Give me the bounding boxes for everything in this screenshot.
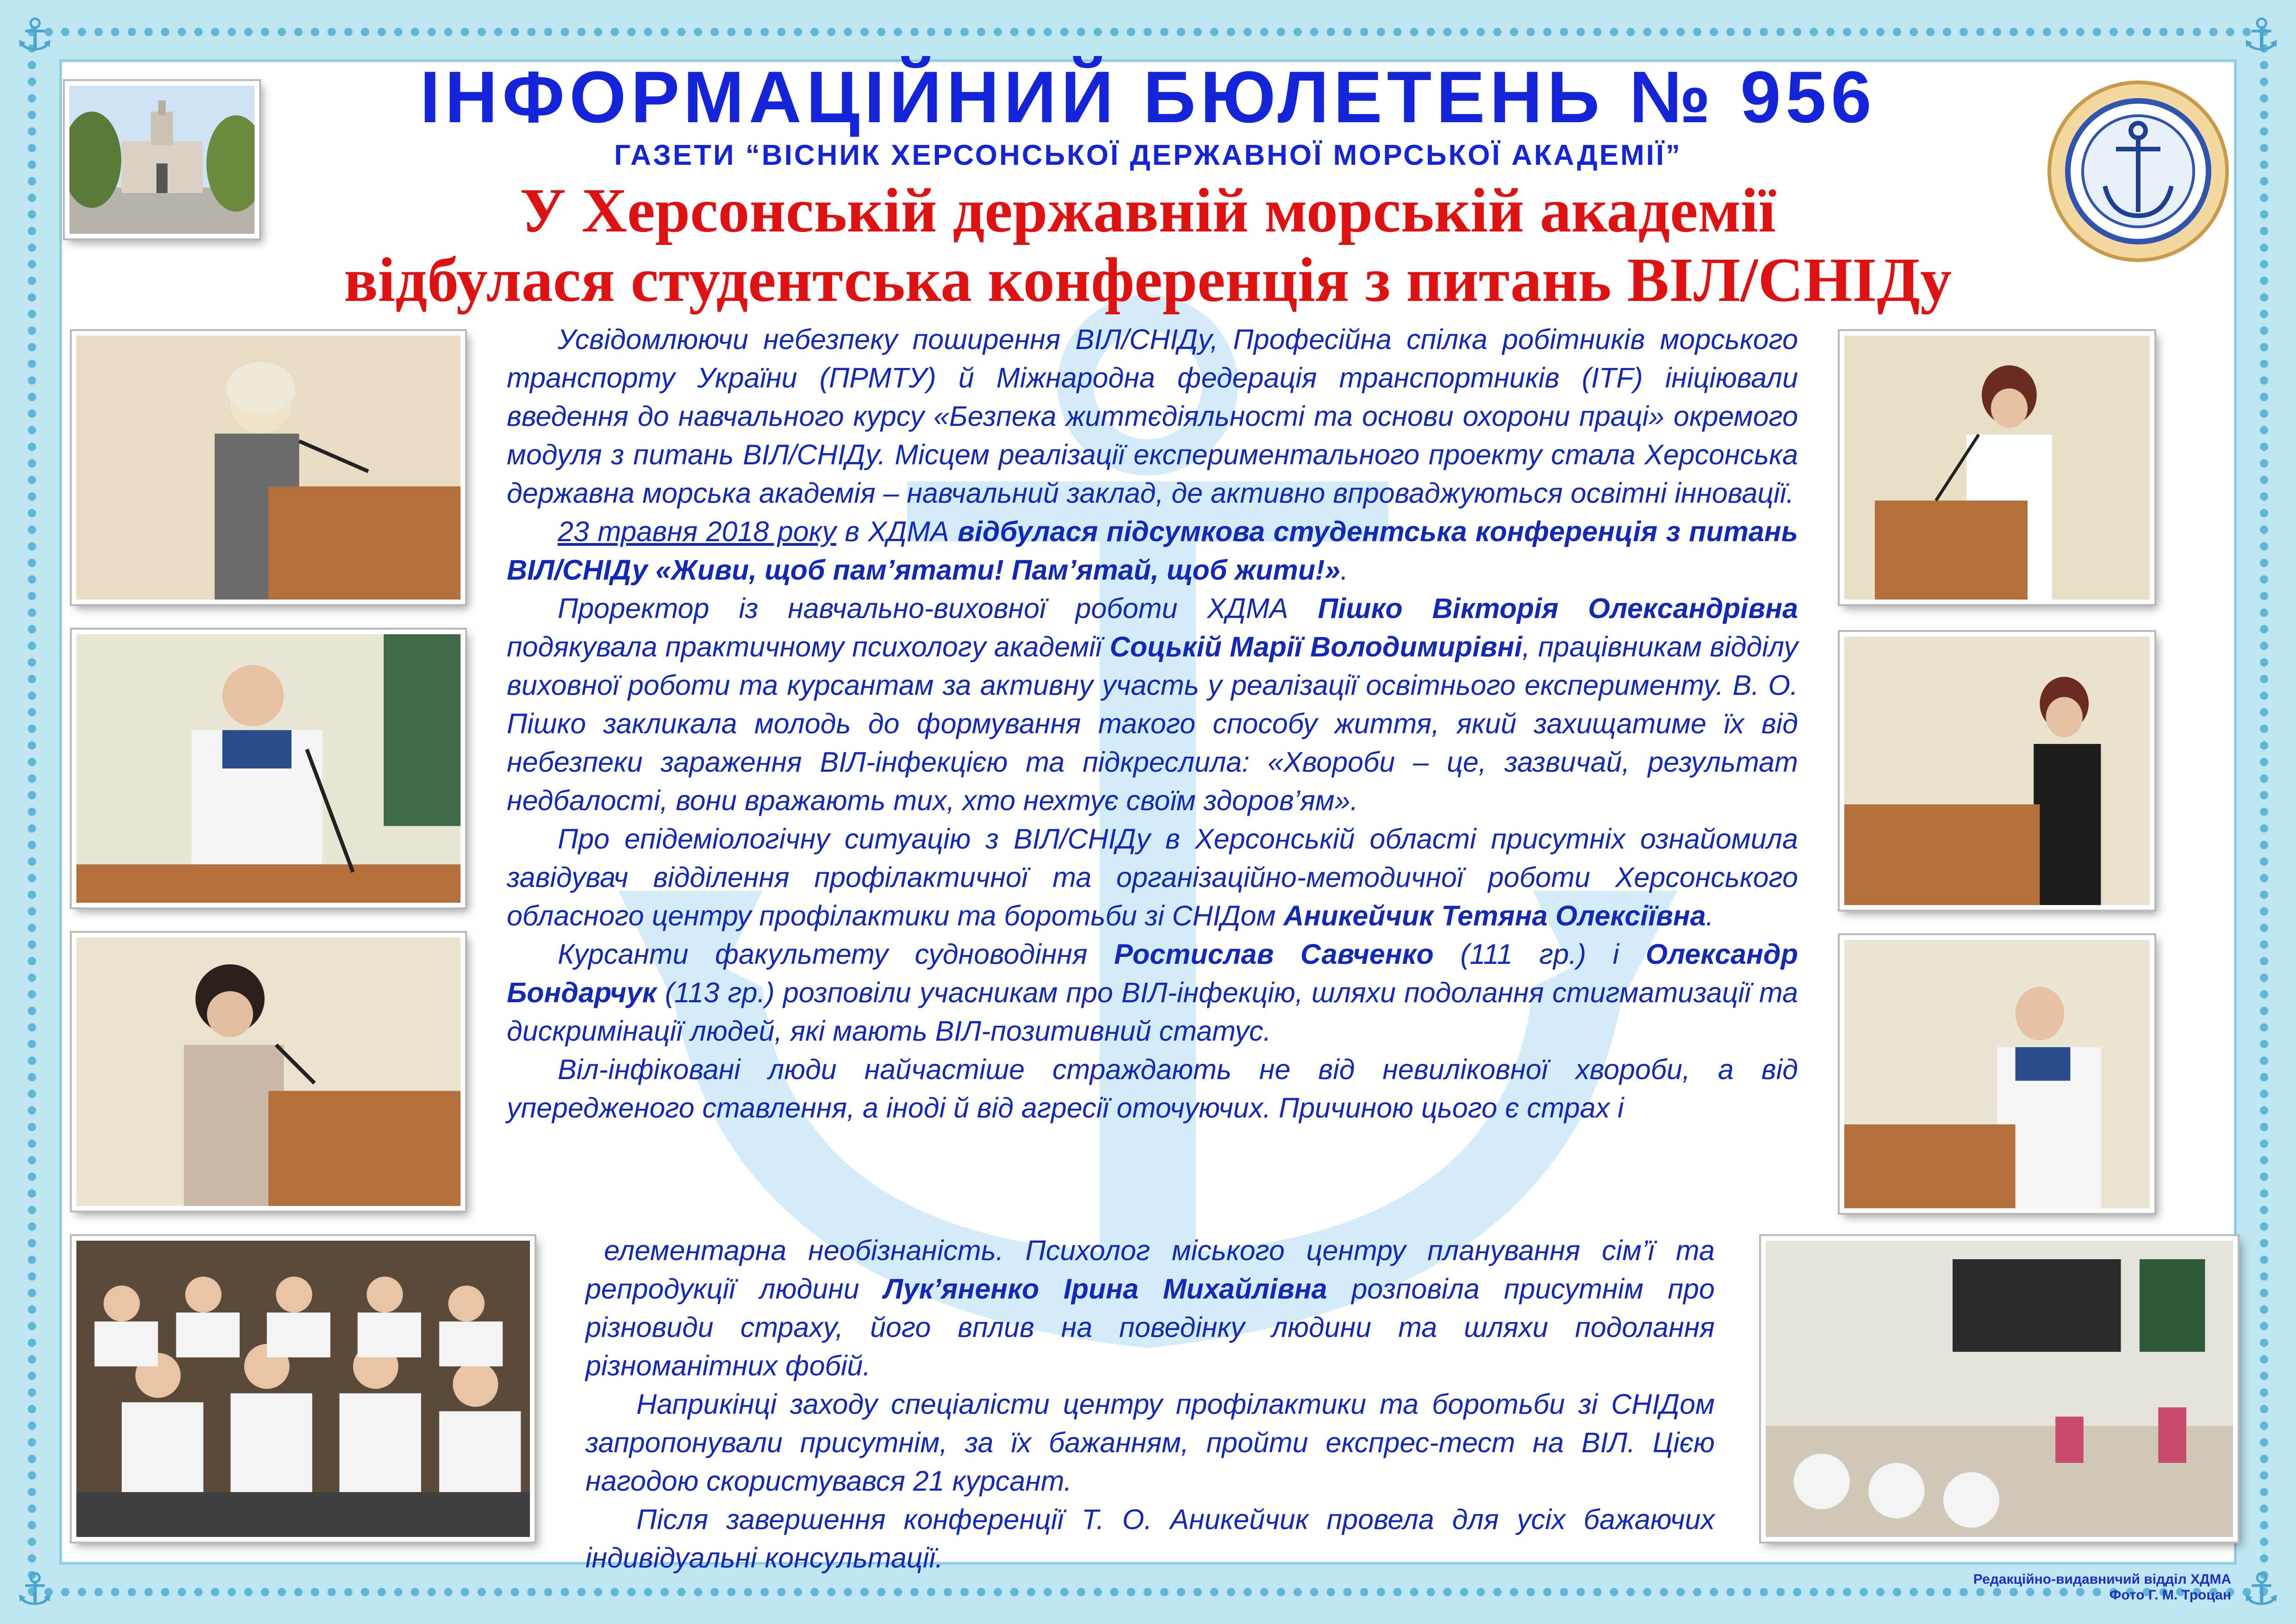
photo-cadet-speaker-1 <box>72 630 465 907</box>
text-fragment: Курсанти факультету судноводіння <box>558 938 1114 970</box>
conference-title: відбулася підсумкова студентська конференція з питань ВІЛ/СНІДу «Живи, щоб пам’ятати! Пам’ятай, щоб жити!» <box>507 516 1798 586</box>
text-fragment: в ХДМА <box>836 516 958 547</box>
event-date: 23 травня 2018 року <box>558 516 836 547</box>
anchor-icon: ⚓ <box>14 1563 55 1615</box>
person-name: Аникейчик Тетяна Олексіївна <box>1283 900 1706 931</box>
photo-cadets-audience <box>72 1236 535 1542</box>
paragraph-psychologist <box>585 1231 1715 1385</box>
photo-conference-hall <box>1761 1236 2238 1542</box>
headline <box>185 176 2110 315</box>
headline-line-1: У Херсонській державній морській академії <box>520 176 1776 245</box>
text-fragment: подякувала практичному психологу академії <box>507 631 1110 662</box>
footer-credit <box>1973 1572 2231 1603</box>
bulletin-title: ІНФОРМАЦІЙНИЙ БЮЛЕТЕНЬ № 956 <box>420 56 1876 138</box>
text-fragment: розповіла присутнім про різновиди страху, його вплив на поведінку людини та шляхи подолання різноманітних фобій. <box>585 1273 1715 1381</box>
person-name: Олександр Бондарчук <box>507 938 1798 1008</box>
anchor-icon: ⚓ <box>14 9 55 61</box>
photo-speaker-woman-2 <box>72 933 465 1211</box>
credit-editorial: Редакційно-видавничий відділ ХДМА <box>1973 1572 2231 1587</box>
anchor-icon: ⚓ <box>2241 9 2282 61</box>
text-fragment: Про епідеміологічну ситуацію з ВІЛ/СНІДу в Херсонській області присутніх ознайомила завідувач відділення профілактичної та організаційно-методичної роботи Херсонського обласного центру профілактики та боротьби зі СНІДом <box>507 823 1798 931</box>
text-fragment: (113 гр.) розповіли учасникам про ВІЛ-інфекцію, шляхи подолання стигматизації та дискримінації людей, які мають ВІЛ-позитивний статус. <box>507 977 1798 1047</box>
paragraph-cadets <box>507 935 1798 1050</box>
paragraph-prorector <box>507 589 1798 820</box>
photo-cadet-speaker-2 <box>1840 935 2154 1213</box>
text-fragment: , працівникам відділу виховної роботи та курсантам за активну участь у реалізації освітнього експерименту. В. О. Пішко закликала молодь до формування такого способу життя, який захищатиме їх від небезпеки зараження ВІЛ-інфекцією та підкреслила: «Хвороби – це, зазвичай, результат недбалості, вони вражають тих, хто нехтує своїм здоров’ям». <box>507 631 1798 816</box>
newspaper-subtitle: ГАЗЕТИ “ВІСНИК ХЕРСОНСЬКОЇ ДЕРЖАВНОЇ МОРСЬКОЇ АКАДЕМІЇ” <box>614 139 1682 171</box>
academy-logo <box>2046 79 2231 264</box>
paragraph-epidemiology <box>507 820 1798 935</box>
text-fragment: (111 гр.) і <box>1433 938 1646 970</box>
text-fragment: Проректор із навчально-виховної роботи ХДМА <box>558 593 1318 624</box>
photo-speaker-uniform-woman <box>1840 331 2154 604</box>
paragraph-consultations: Після завершення конференції Т. О. Аникейчик провела для усіх бажаючих індивідуальні консультації. <box>585 1504 1715 1574</box>
person-name: Пішко Вікторія Олександрівна <box>1318 593 1798 624</box>
person-name: Соцькій Марії Володимирівні <box>1109 631 1523 662</box>
headline-line-2: відбулася студентська конференція з питань ВІЛ/СНІДу <box>344 245 1952 315</box>
text-fragment: . <box>1705 900 1714 931</box>
article-body-bottom <box>585 1231 1715 1577</box>
person-name: Лук’яненко Ірина Михайлівна <box>884 1273 1327 1305</box>
paragraph-intro: Усвідомлюючи небезпеку поширення ВІЛ/СНІДу, Професійна спілка робітників морського транспорту України (ПРМТУ) й Міжнародна федерація транспортників (ITF) ініціювали введення до навчального курсу «Безпека життєдіяльності та основи охорони праці» окремого модуля з питань ВІЛ/СНІДу. Місцем реалізації експериментального проекту стала Херсонська державна морська академія – навчальний заклад, де активно впроваджуються освітні інновації. <box>507 324 1798 509</box>
text-fragment: . <box>1340 554 1349 586</box>
paragraph-stigma: Віл-інфіковані люди найчастіше страждають не від невиліковної хвороби, а від упередженого ставлення, а іноді й від агресії оточуючих. Причиною цього є страх і <box>507 1054 1798 1124</box>
paragraph-express-test: Наприкінці заходу спеціалісти центру профілактики та боротьби зі СНІДом запропонували присутнім, за їх бажанням, пройти експрес-тест на ВІЛ. Цією нагодою скористувався 21 курсант. <box>585 1388 1715 1497</box>
photo-speaker-woman-1 <box>72 331 465 604</box>
paragraph-conference-date <box>507 512 1798 589</box>
person-name: Ростислав Савченко <box>1114 938 1434 970</box>
credit-photo: Фото Г. М. Троцан <box>2109 1587 2231 1603</box>
text-fragment: елементарна необізнаність. Психолог міського центру планування сім’ї та репродукції людини <box>585 1235 1715 1305</box>
anchor-icon: ⚓ <box>2241 1563 2282 1615</box>
photo-academy-building <box>65 81 259 238</box>
article-body-main <box>507 320 1798 1127</box>
photo-speaker-woman-glasses <box>1840 632 2154 910</box>
